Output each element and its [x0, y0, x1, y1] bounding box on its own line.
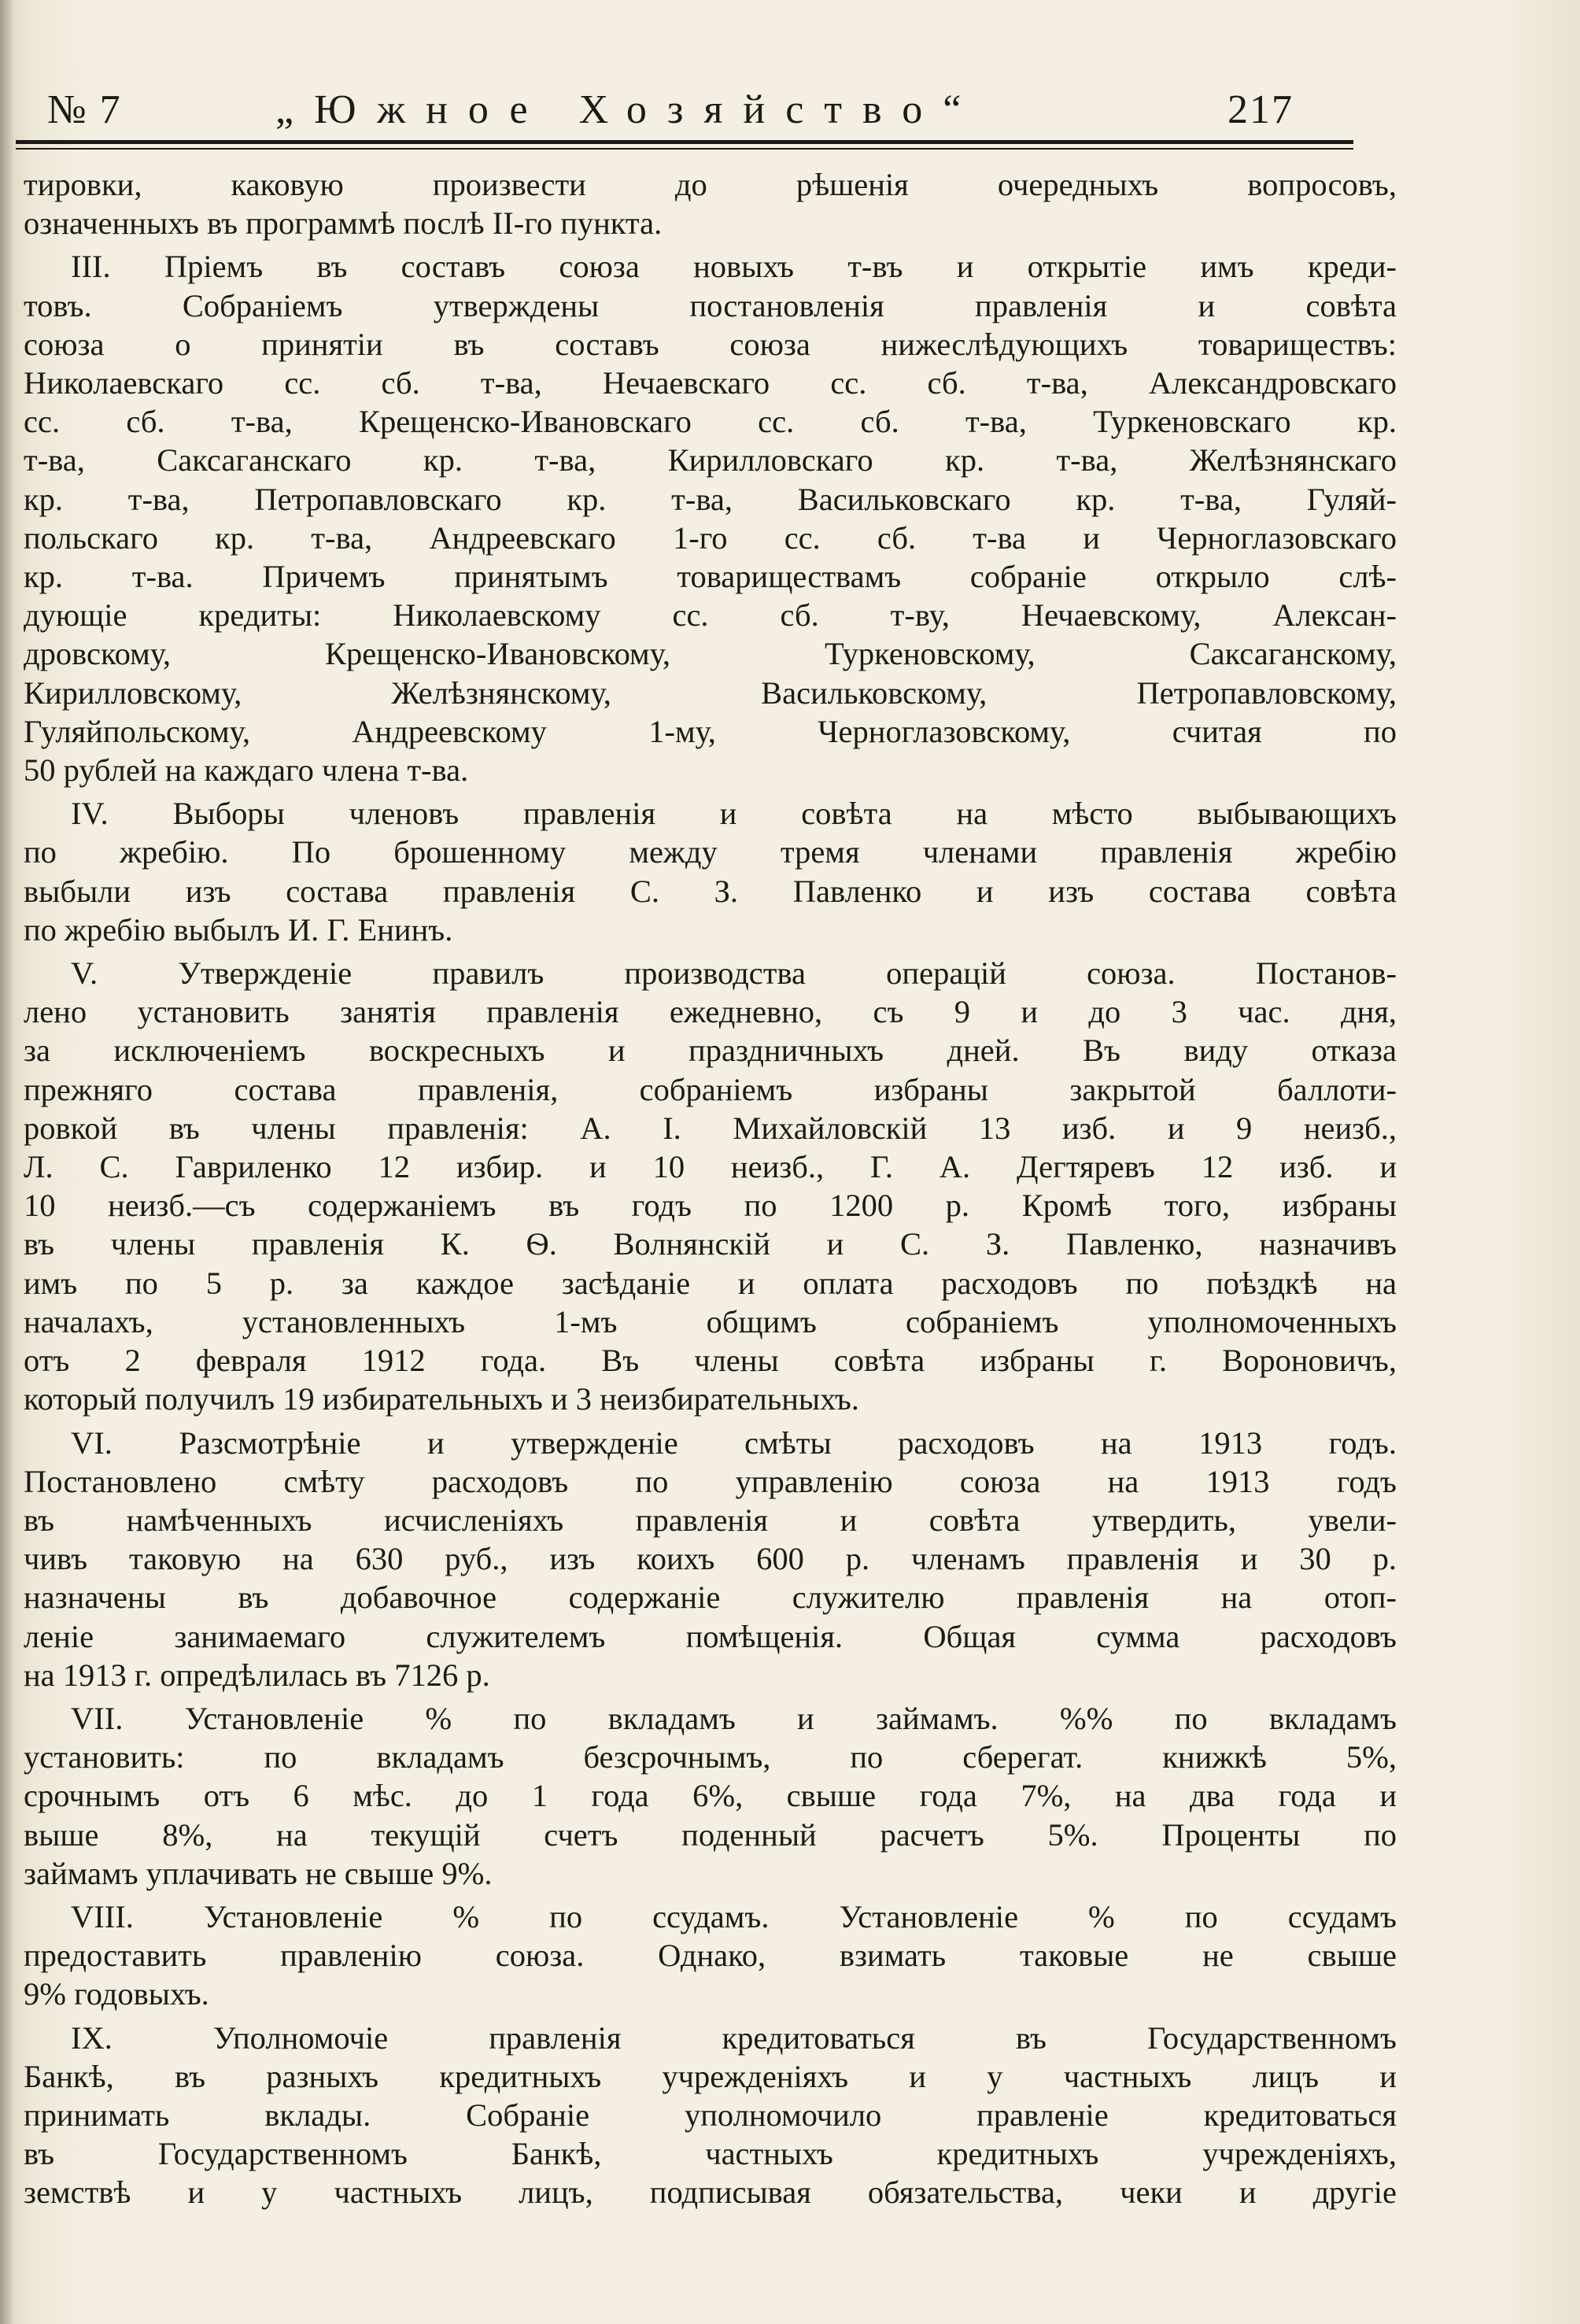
text-line: сс. сб. т-ва, Крещенско-Ивановскаго сс. сб. т-ва, Туркеновскаго кр. [24, 404, 1397, 440]
text-line: выше 8%, на текущій счетъ поденный расчетъ 5%. Проценты по [24, 1816, 1397, 1853]
text-line: срочнымъ отъ 6 мѣс. до 1 года 6%, свыше года 7%, на два года и [24, 1778, 1397, 1814]
text-line: лено установить занятія правленія ежедневно, съ 9 и до 3 час. дня, [24, 994, 1397, 1030]
text-line: дровскому, Крещенско-Ивановскому, Туркеновскому, Саксаганскому, [24, 636, 1397, 672]
text-line: земствѣ и у частныхъ лицъ, подписывая обязательства, чеки и другіе [24, 2174, 1397, 2211]
text-line: товъ. Собраніемъ утверждены постановленія правленія и совѣта [24, 287, 1397, 323]
text-line: дующіе кредиты: Николаевскому сс. сб. т-ву, Нечаевскому, Алексан- [24, 597, 1397, 634]
text-line: VIII. Установленіе % по ссудамъ. Установленіе % по ссудамъ [71, 1898, 1397, 1934]
journal-title: „Южное Хозяйство“ [275, 87, 982, 132]
running-header [47, 79, 1306, 142]
text-line: Л. С. Гавриленко 12 избир. и 10 неизб., Г. А. Дегтяревъ 12 изб. и [24, 1149, 1397, 1185]
text-line: Николаевскаго сс. сб. т-ва, Нечаевскаго сс. сб. т-ва, Александровскаго [24, 365, 1397, 401]
text-line: который получилъ 19 избирательныхъ и 3 неизбирательныхъ. [24, 1381, 859, 1417]
text-line: Кирилловскому, Желѣзнянскому, Васильковскому, Петропавловскому, [24, 674, 1397, 711]
text-line: въ члены правленія К. Ѳ. Волнянскій и С. З. Павленко, назначивъ [24, 1226, 1397, 1262]
text-line: кр. т-ва, Петропавловскаго кр. т-ва, Васильковскаго кр. т-ва, Гуляй- [24, 481, 1397, 517]
page-edge-shadow [0, 0, 14, 2324]
text-line: въ намѣченныхъ исчисленіяхъ правленія и совѣта утвердить, увели- [24, 1502, 1397, 1538]
text-line: имъ по 5 р. за каждое засѣданіе и оплата расходовъ по поѣздкѣ на [24, 1265, 1397, 1301]
text-line: т-ва, Саксаганскаго кр. т-ва, Кирилловскаго кр. т-ва, Желѣзнянскаго [24, 442, 1397, 478]
text-line: началахъ, установленныхъ 1-мъ общимъ собраніемъ уполномоченныхъ [24, 1303, 1397, 1339]
text-line: означенныхъ въ программѣ послѣ II-го пункта. [24, 205, 663, 242]
text-line: предоставить правленію союза. Однако, взимать таковые не свыше [24, 1938, 1397, 1974]
text-line: Банкѣ, въ разныхъ кредитныхъ учрежденіяхъ и у частныхъ лицъ и [24, 2058, 1397, 2094]
text-line: тировки, каковую произвести до рѣшенія очередныхъ вопросовъ, [24, 167, 1397, 202]
text-line: V. Утвержденіе правилъ производства операцій союза. Постанов- [71, 955, 1397, 992]
text-line: кр. т-ва. Причемъ принятымъ товариществамъ собраніе открыло слѣ- [24, 559, 1397, 595]
text-line: VI. Разсмотрѣніе и утвержденіе смѣты расходовъ на 1913 годъ. [71, 1424, 1397, 1461]
text-line: 50 рублей на каждаго члена т-ва. [24, 752, 469, 789]
text-line: принимать вклады. Собраніе уполномочило правленіе кредитоваться [24, 2097, 1397, 2133]
text-line: 10 неизб.—съ содержаніемъ въ годъ по 1200 р. Кромѣ того, избраны [24, 1188, 1397, 1224]
text-line: союза о принятіи въ составъ союза нижеслѣдующихъ товариществъ: [24, 326, 1397, 362]
header-rule-thin [16, 148, 1353, 150]
text-line: чивъ таковую на 630 руб., изъ коихъ 600 р. членамъ правленія и 30 р. [24, 1541, 1397, 1577]
text-line: назначены въ добавочное содержаніе служителю правленія на отоп- [24, 1580, 1397, 1616]
text-line: за исключеніемъ воскресныхъ и праздничныхъ дней. Въ виду отказа [24, 1033, 1397, 1069]
text-line: польскаго кр. т-ва, Андреевскаго 1-го сс. сб. т-ва и Черноглазовскаго [24, 519, 1397, 556]
text-line: III. Пріемъ въ составъ союза новыхъ т-въ и открытіе имъ креди- [71, 249, 1397, 285]
text-line: леніе занимаемаго служителемъ помѣщенія. Общая сумма расходовъ [24, 1618, 1397, 1654]
text-line: въ Государственномъ Банкѣ, частныхъ кредитныхъ учрежденіяхъ, [24, 2136, 1397, 2172]
text-line: Постановлено смѣту расходовъ по управленію союза на 1913 годъ [24, 1463, 1397, 1499]
text-line: VII. Установленіе % по вкладамъ и займамъ. %% по вкладамъ [71, 1700, 1397, 1736]
article-body [24, 165, 1397, 2212]
text-line: выбыли изъ состава правленія С. З. Павленко и изъ состава совѣта [24, 873, 1397, 909]
page-number: 217 [1227, 87, 1294, 132]
text-line: по жребію выбылъ И. Г. Енинъ. [24, 911, 453, 948]
text-line: IX. Уполномочіе правленія кредитоваться въ Государственномъ [71, 2019, 1397, 2056]
text-line: прежняго состава правленія, собраніемъ избраны закрытой баллоти- [24, 1071, 1397, 1107]
text-line: по жребію. По брошенному между тремя членами правленія жребію [24, 834, 1397, 870]
text-line: ровкой въ члены правленія: А. I. Михайловскій 13 изб. и 9 неизб., [24, 1110, 1397, 1146]
text-line: Гуляйпольскому, Андреевскому 1-му, Черноглазовскому, считая по [24, 713, 1397, 749]
text-line: 9% годовыхъ. [24, 1976, 209, 2012]
text-line: IV. Выборы членовъ правленія и совѣта на мѣсто выбывающихъ [71, 796, 1397, 832]
text-line: отъ 2 февраля 1912 года. Въ члены совѣта избраны г. Вороновичъ, [24, 1343, 1397, 1379]
text-line: установить: по вкладамъ безсрочнымъ, по сберегат. книжкѣ 5%, [24, 1739, 1397, 1775]
text-line: займамъ уплачивать не свыше 9%. [24, 1855, 493, 1891]
text-line: на 1913 г. опредѣлилась въ 7126 р. [24, 1657, 490, 1693]
issue-number: № 7 [47, 87, 122, 132]
header-rule-thick [16, 140, 1353, 144]
